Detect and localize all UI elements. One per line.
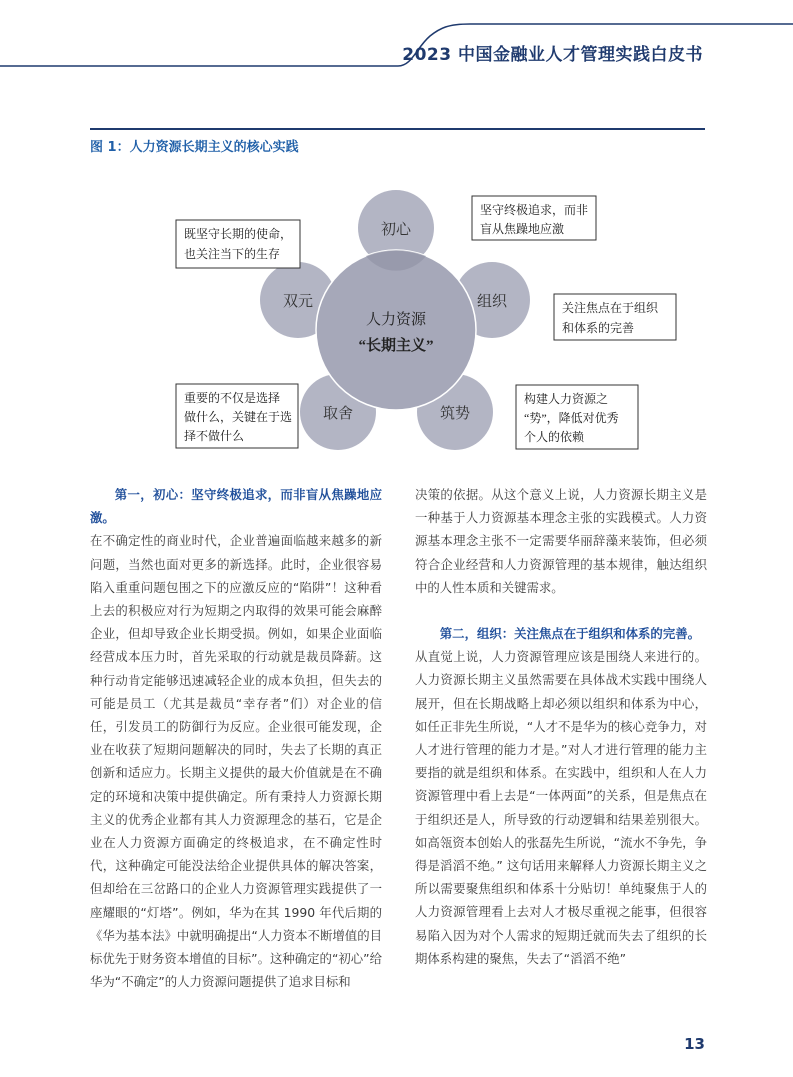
page-number: 13	[684, 1035, 705, 1053]
callout-zuzhi-line1: 关注焦点在于组织	[562, 301, 659, 315]
figure-caption: 图 1：人力资源长期主义的核心实践	[90, 140, 299, 155]
callout-chuxin-line1: 坚守终极追求，而非	[480, 203, 589, 217]
paragraph-chuxin: 在不确定性的商业时代，企业普遍面临越来越多的新问题，当然也面对更多的新选择。此时，企业很容易陷入重重问题包围之下的应激反应的“陷阱”！这种看上去的积极应对行为短期之内取得的效果可能会麻醉企业，但却导致企业长期受损。例如，如果企业面临经营成本压力时，首先采取的行动就是裁员降薪。这种行动肯定能够迅速减轻企业的成本负担，但失去的可能是员工（尤其是裁员“幸存者”们）对企业的信任，引发员工的防御行为反应。企业很可能发现，企业在收获了短期问题解决的同时，失去了长期的真正创新和适应力。长期主义提供的最大价值就是在不确定的环境和决策中提供确定。所有秉持人力资源长期主义的优秀企业都有其人力资源理念的基石，它是企业在人力资源方面确定的终极追求，在不确定性时代，这种确定可能没法给企业提供具体的解决答案，但却给在三岔路口的企业人力资源管理实践提供了一座耀眼的“灯塔”。例如，华为在其 1990 年代后期的《华为基本法》中就明确提出“人力资本不断增值的目标优先于财务资本增值的目标”。这种确定的“初心”给华为“不确定”的人力资源问题提供了追求目标和	[90, 533, 382, 990]
paragraph-spacer	[415, 599, 707, 622]
node-label-chuxin: 初心	[380, 222, 412, 238]
node-label-qushe: 取舍	[322, 406, 354, 422]
callout-zhushi-line1: 构建人力资源之	[524, 392, 609, 406]
callout-shuangyuan-line1: 既坚守长期的使命，	[184, 227, 293, 241]
node-label-shuangyuan: 双元	[282, 294, 314, 310]
section-lead-chuxin: 第一，初心：坚守终极追求，而非盲从焦躁地应激。	[90, 487, 382, 526]
section-lead-zuzhi: 第二，组织：关注焦点在于组织和体系的完善。	[439, 626, 700, 642]
callout-zhushi-line2: “势”，降低对优秀	[524, 411, 619, 425]
figure-rule	[90, 128, 705, 130]
center-text-line2: “长期主义”	[358, 338, 434, 354]
paragraph-chuxin-cont: 决策的依据。从这个意义上说，人力资源长期主义是一种基于人力资源基本理念主张的实践模式。人力资源基本理念主张不一定需要华丽辞藻来装饰，但必须符合企业经营和人力资源管理的基本规律，触达组织中的人性本质和关键需求。	[415, 487, 707, 595]
callout-qushe-line3: 择不做什么	[184, 429, 245, 443]
node-label-zhushi: 筑势	[439, 406, 471, 422]
callout-chuxin-line2: 盲从焦躁地应激	[480, 222, 565, 236]
core-practice-diagram	[0, 170, 793, 470]
callout-zhushi-line3: 个人的依赖	[524, 430, 585, 444]
body-column-right	[415, 483, 707, 970]
callout-qushe-line1: 重要的不仅是选择	[184, 391, 281, 405]
body-column-left	[90, 483, 382, 993]
callout-zuzhi-line2: 和体系的完善	[562, 321, 635, 335]
node-label-zuzhi: 组织	[476, 294, 508, 310]
document-title: 2023 中国金融业人才管理实践白皮书	[402, 45, 703, 65]
center-circle	[316, 250, 476, 410]
callout-qushe-line2: 做什么，关键在于选	[184, 410, 293, 424]
paragraph-zuzhi: 从直觉上说，人力资源管理应该是围绕人来进行的。人力资源长期主义虽然需要在具体战术实践中围绕人展开，但在长期战略上却必须以组织和体系为中心，如任正非先生所说，“人才不是华为的核心竞争力，对人才进行管理的能力才是。”对人才进行管理的能力主要指的就是组织和体系。在实践中，组织和人在人力资源管理中看上去是“一体两面”的关系，但是焦点在于组织还是人，所导致的行动逻辑和结果差别很大。如高瓴资本创始人的张磊先生所说，“流水不争先，争得是滔滔不绝。” 这句话用来解释人力资源长期主义之所以需要聚焦组织和体系十分贴切！单纯聚焦于人的人力资源管理看上去对人才极尽重视之能事，但很容易陷入因为对个人需求的短期迁就而失去了组织的长期体系构建的聚焦，失去了“滔滔不绝”	[415, 649, 707, 966]
center-text-line1: 人力资源	[365, 312, 427, 328]
callout-shuangyuan-line2: 也关注当下的生存	[184, 247, 281, 261]
